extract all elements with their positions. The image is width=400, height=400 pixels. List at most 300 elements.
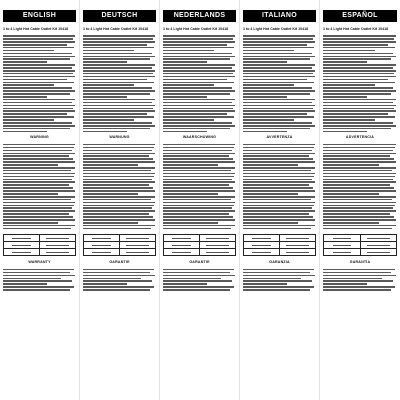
illegible-text-line [323, 170, 392, 172]
illegible-text-line [323, 56, 396, 58]
illegible-text-line [3, 205, 74, 207]
illegible-text-line [163, 155, 229, 157]
spec-table-cell [244, 249, 280, 256]
illegible-text-line [243, 53, 312, 55]
illegible-text-line [3, 87, 72, 89]
illegible-text-line [3, 202, 75, 204]
illegible-text-line [323, 283, 367, 285]
column-header: NEDERLANDS [163, 10, 236, 22]
illegible-text-line [3, 67, 72, 69]
illegible-text-line [243, 84, 294, 86]
illegible-text-line [323, 44, 388, 46]
spec-table-cell [324, 242, 361, 249]
illegible-text-line [323, 280, 393, 282]
illegible-text-line [3, 96, 47, 98]
spec-table-cell [324, 249, 361, 256]
illegible-text-line [243, 153, 315, 155]
illegible-text-line [243, 184, 309, 186]
illegible-text-line [323, 47, 395, 49]
illegible-text-line [243, 164, 298, 166]
illegible-text-line [83, 105, 155, 107]
illegible-text-line [323, 119, 375, 121]
illegible-text-line [163, 153, 235, 155]
illegible-text-line [83, 79, 147, 81]
illegible-text-line [323, 70, 396, 72]
illegible-text-line [323, 289, 391, 291]
illegible-text-line [243, 38, 313, 40]
illegible-text-line [3, 286, 74, 288]
spec-table-cell [84, 249, 120, 256]
section-heading-warning: WARNING [30, 135, 49, 140]
section-heading-warranty: GARANTÍA [349, 260, 371, 265]
illegible-text-line [243, 90, 315, 92]
illegible-text-line [83, 50, 134, 52]
illegible-text-line [323, 184, 390, 186]
illegible-text-line [243, 199, 311, 201]
body-text-top [163, 35, 236, 132]
illegible-text-line [323, 207, 393, 209]
illegible-text-line [163, 84, 214, 86]
illegible-text-line [163, 44, 227, 46]
illegible-text-line [243, 41, 315, 43]
illegible-text-line [163, 199, 231, 201]
illegible-text-line [323, 144, 396, 146]
illegible-text-line [163, 184, 229, 186]
illegible-text-line [323, 35, 396, 37]
illegible-text-line [83, 76, 155, 78]
illegible-text-line [83, 84, 134, 86]
illegible-text-line [83, 150, 152, 152]
illegible-text-line [163, 202, 235, 204]
illegible-text-line [3, 70, 75, 72]
body-text-middle [163, 144, 236, 229]
illegible-text-line [163, 228, 231, 230]
illegible-text-line [163, 173, 235, 175]
illegible-text-line [83, 193, 138, 195]
illegible-text-line [3, 73, 73, 75]
illegible-text-line [243, 47, 314, 49]
illegible-text-line [83, 102, 152, 104]
illegible-text-line [323, 167, 396, 169]
product-subtitle: 1 to 4 Light Hot Cable Outlet Kit 10418 [243, 27, 309, 31]
illegible-text-line [83, 61, 127, 63]
body-text-bottom [3, 269, 76, 291]
column-english [0, 0, 80, 400]
illegible-text-line [323, 275, 396, 277]
illegible-text-line [163, 125, 235, 127]
illegible-text-line [163, 216, 233, 218]
illegible-text-line [83, 90, 155, 92]
illegible-text-line [3, 222, 58, 224]
illegible-text-line [3, 147, 74, 149]
illegible-text-line [83, 122, 152, 124]
illegible-text-line [83, 278, 141, 280]
illegible-text-line [163, 167, 235, 169]
illegible-text-line [323, 196, 396, 198]
spec-table-cell [40, 242, 76, 249]
illegible-text-line [323, 84, 375, 86]
illegible-text-line [163, 96, 207, 98]
illegible-text-line [83, 225, 155, 227]
illegible-text-line [83, 87, 152, 89]
illegible-text-line [3, 170, 71, 172]
illegible-text-line [323, 176, 395, 178]
illegible-text-line [3, 84, 54, 86]
illegible-text-line [3, 181, 75, 183]
illegible-text-line [243, 167, 315, 169]
body-text-middle [323, 144, 397, 229]
illegible-text-line [3, 41, 75, 43]
illegible-text-line [83, 199, 151, 201]
product-subtitle: 1 to 4 Light Hot Cable Outlet Kit 10418 [3, 27, 69, 31]
section-heading-warning: WAARSCHUWING [182, 135, 217, 140]
illegible-text-line [3, 225, 75, 227]
illegible-text-line [3, 122, 72, 124]
illegible-text-line [243, 228, 311, 230]
illegible-text-line [323, 87, 393, 89]
illegible-text-line [163, 272, 230, 274]
illegible-text-line [163, 122, 232, 124]
illegible-text-line [243, 150, 312, 152]
illegible-text-line [243, 99, 315, 101]
illegible-text-line [323, 79, 388, 81]
illegible-text-line [163, 283, 207, 285]
illegible-text-line [323, 125, 396, 127]
illegible-text-line [243, 113, 307, 115]
spec-table [243, 234, 316, 256]
body-text-top [83, 35, 156, 132]
product-subtitle: 1 to 4 Light Hot Cable Outlet Kit 10418 [83, 27, 149, 31]
illegible-text-line [163, 58, 230, 60]
body-text-top [3, 35, 76, 132]
illegible-text-line [243, 122, 312, 124]
illegible-text-line [243, 219, 315, 221]
illegible-text-line [3, 82, 74, 84]
illegible-text-line [3, 164, 58, 166]
illegible-text-line [163, 64, 235, 66]
illegible-text-line [323, 50, 375, 52]
illegible-text-line [83, 119, 134, 121]
spec-table-cell [360, 249, 397, 256]
spec-table-cell [120, 235, 156, 242]
illegible-text-line [83, 58, 150, 60]
illegible-text-line [243, 56, 315, 58]
illegible-text-line [3, 131, 47, 133]
illegible-text-line [243, 144, 315, 146]
illegible-text-line [163, 213, 229, 215]
illegible-text-line [83, 196, 155, 198]
illegible-text-line [323, 161, 396, 163]
illegible-text-line [323, 96, 367, 98]
spec-table-cell [244, 242, 280, 249]
illegible-text-line [83, 113, 147, 115]
illegible-text-line [323, 219, 396, 221]
illegible-text-line [163, 150, 232, 152]
illegible-text-line [163, 79, 227, 81]
illegible-text-line [83, 153, 155, 155]
illegible-text-line [243, 108, 313, 110]
illegible-text-line [323, 202, 396, 204]
spec-table-cell [280, 235, 316, 242]
illegible-text-line [323, 155, 390, 157]
illegible-text-line [323, 225, 396, 227]
illegible-text-line [163, 87, 232, 89]
illegible-text-line [83, 108, 153, 110]
section-heading-warning: ADVERTENCIA [345, 135, 375, 140]
illegible-text-line [163, 38, 233, 40]
illegible-text-line [163, 187, 233, 189]
illegible-text-line [3, 210, 75, 212]
spec-table-cell [84, 242, 120, 249]
body-text-bottom [83, 269, 156, 291]
illegible-text-line [3, 93, 70, 95]
illegible-text-line [83, 222, 138, 224]
section-heading-warning: AVVERTENZA [266, 135, 293, 140]
illegible-text-line [3, 119, 54, 121]
illegible-text-line [323, 128, 391, 130]
illegible-text-line [323, 222, 379, 224]
illegible-text-line [3, 110, 75, 112]
illegible-text-line [323, 99, 396, 101]
illegible-text-line [323, 122, 393, 124]
illegible-text-line [323, 173, 396, 175]
spec-table-cell [280, 242, 316, 249]
illegible-text-line [243, 102, 312, 104]
illegible-text-line [243, 272, 310, 274]
illegible-text-line [323, 210, 396, 212]
illegible-text-line [83, 219, 155, 221]
illegible-text-line [83, 179, 152, 181]
illegible-text-line [243, 190, 315, 192]
illegible-text-line [323, 116, 395, 118]
spec-table-cell [40, 249, 76, 256]
illegible-text-line [243, 187, 313, 189]
illegible-text-line [163, 176, 234, 178]
illegible-text-line [243, 76, 315, 78]
spec-table-cell [4, 249, 40, 256]
illegible-text-line [243, 161, 315, 163]
illegible-text-line [243, 225, 315, 227]
illegible-text-line [83, 173, 155, 175]
illegible-text-line [83, 164, 138, 166]
column-italiano [240, 0, 320, 400]
illegible-text-line [243, 216, 313, 218]
illegible-text-line [3, 176, 74, 178]
illegible-text-line [83, 70, 155, 72]
illegible-text-line [83, 167, 155, 169]
illegible-text-line [243, 44, 307, 46]
spec-table-cell [244, 235, 280, 242]
spec-table-cell [200, 242, 236, 249]
spec-table-cell [164, 242, 200, 249]
spec-table [163, 234, 236, 256]
illegible-text-line [83, 170, 151, 172]
illegible-text-line [83, 187, 153, 189]
illegible-text-line [3, 90, 75, 92]
illegible-text-line [243, 110, 315, 112]
illegible-text-line [3, 155, 69, 157]
illegible-text-line [323, 286, 395, 288]
illegible-text-line [243, 61, 287, 63]
illegible-text-line [323, 193, 379, 195]
illegible-text-line [83, 181, 155, 183]
illegible-text-line [163, 67, 232, 69]
illegible-text-line [323, 187, 394, 189]
illegible-text-line [243, 210, 315, 212]
illegible-text-line [323, 110, 396, 112]
illegible-text-line [163, 269, 234, 271]
illegible-text-line [243, 82, 314, 84]
illegible-text-line [3, 102, 72, 104]
illegible-text-line [243, 213, 309, 215]
illegible-text-line [3, 47, 74, 49]
illegible-text-line [163, 76, 235, 78]
illegible-text-line [243, 205, 314, 207]
illegible-text-line [163, 207, 232, 209]
illegible-text-line [83, 272, 150, 274]
illegible-text-line [83, 190, 155, 192]
illegible-text-line [163, 119, 214, 121]
illegible-text-line [3, 105, 75, 107]
illegible-text-line [3, 207, 72, 209]
spec-table-cell [164, 235, 200, 242]
body-text-middle [243, 144, 316, 229]
illegible-text-line [83, 67, 152, 69]
illegible-text-line [243, 278, 301, 280]
illegible-text-line [83, 41, 155, 43]
illegible-text-line [323, 102, 393, 104]
spec-table [323, 234, 397, 256]
spec-table-cell [84, 235, 120, 242]
illegible-text-line [163, 105, 235, 107]
illegible-text-line [323, 164, 379, 166]
illegible-text-line [83, 216, 153, 218]
illegible-text-line [83, 44, 147, 46]
illegible-text-line [323, 181, 396, 183]
illegible-text-line [3, 125, 75, 127]
column-header: DEUTSCH [83, 10, 156, 22]
illegible-text-line [3, 173, 75, 175]
illegible-text-line [243, 67, 312, 69]
illegible-text-line [323, 205, 395, 207]
section-heading-warning: WARNUNG [109, 135, 130, 140]
illegible-text-line [323, 76, 396, 78]
illegible-text-line [243, 58, 310, 60]
illegible-text-line [163, 56, 235, 58]
illegible-text-line [3, 76, 75, 78]
spec-table-cell [120, 249, 156, 256]
illegible-text-line [323, 105, 396, 107]
illegible-text-line [163, 164, 218, 166]
body-text-top [323, 35, 397, 132]
illegible-text-line [83, 82, 154, 84]
illegible-text-line [163, 70, 235, 72]
illegible-text-line [243, 50, 294, 52]
body-text-middle [3, 144, 76, 229]
spec-table-cell [200, 249, 236, 256]
illegible-text-line [323, 113, 388, 115]
illegible-text-line [323, 179, 393, 181]
illegible-text-line [3, 150, 72, 152]
illegible-text-line [83, 116, 154, 118]
illegible-text-line [243, 173, 315, 175]
illegible-text-line [243, 202, 315, 204]
body-text-top [243, 35, 316, 132]
illegible-text-line [243, 35, 315, 37]
illegible-text-line [83, 110, 155, 112]
illegible-text-line [163, 147, 234, 149]
section-heading-warranty: GARANTIE [109, 260, 130, 265]
illegible-text-line [3, 161, 75, 163]
illegible-text-line [163, 41, 235, 43]
illegible-text-line [83, 286, 154, 288]
illegible-text-line [243, 158, 313, 160]
illegible-text-line [323, 38, 394, 40]
illegible-text-line [163, 278, 221, 280]
illegible-text-line [83, 56, 155, 58]
illegible-text-line [83, 161, 155, 163]
illegible-text-line [323, 108, 394, 110]
illegible-text-line [83, 275, 155, 277]
illegible-text-line [3, 190, 75, 192]
spec-table-cell [40, 235, 76, 242]
illegible-text-line [323, 41, 396, 43]
illegible-text-line [83, 93, 150, 95]
illegible-text-line [83, 96, 127, 98]
illegible-text-line [83, 158, 153, 160]
illegible-text-line [3, 228, 71, 230]
illegible-text-line [243, 116, 314, 118]
illegible-text-line [3, 187, 73, 189]
illegible-text-line [83, 210, 155, 212]
illegible-text-line [83, 64, 155, 66]
illegible-text-line [163, 35, 235, 37]
illegible-text-line [3, 184, 69, 186]
illegible-text-line [83, 38, 153, 40]
illegible-text-line [163, 61, 207, 63]
illegible-text-line [163, 210, 235, 212]
column-nederlands [160, 0, 240, 400]
illegible-text-line [243, 193, 298, 195]
illegible-text-line [163, 158, 233, 160]
illegible-text-line [163, 93, 230, 95]
illegible-text-line [3, 179, 72, 181]
illegible-text-line [243, 155, 309, 157]
illegible-text-line [243, 207, 312, 209]
illegible-text-line [163, 170, 231, 172]
illegible-text-line [3, 99, 75, 101]
illegible-text-line [83, 128, 150, 130]
illegible-text-line [3, 289, 70, 291]
illegible-text-line [3, 219, 75, 221]
illegible-text-line [83, 35, 155, 37]
illegible-text-line [3, 128, 70, 130]
illegible-text-line [163, 108, 233, 110]
illegible-text-line [323, 269, 395, 271]
illegible-text-line [243, 286, 314, 288]
illegible-text-line [243, 73, 313, 75]
illegible-text-line [243, 64, 315, 66]
illegible-text-line [163, 53, 232, 55]
illegible-text-line [323, 272, 391, 274]
body-text-bottom [163, 269, 236, 291]
spec-table-cell [164, 249, 200, 256]
illegible-text-line [83, 125, 155, 127]
illegible-text-line [323, 199, 392, 201]
illegible-text-line [3, 38, 73, 40]
illegible-text-line [3, 44, 67, 46]
illegible-text-line [83, 155, 149, 157]
